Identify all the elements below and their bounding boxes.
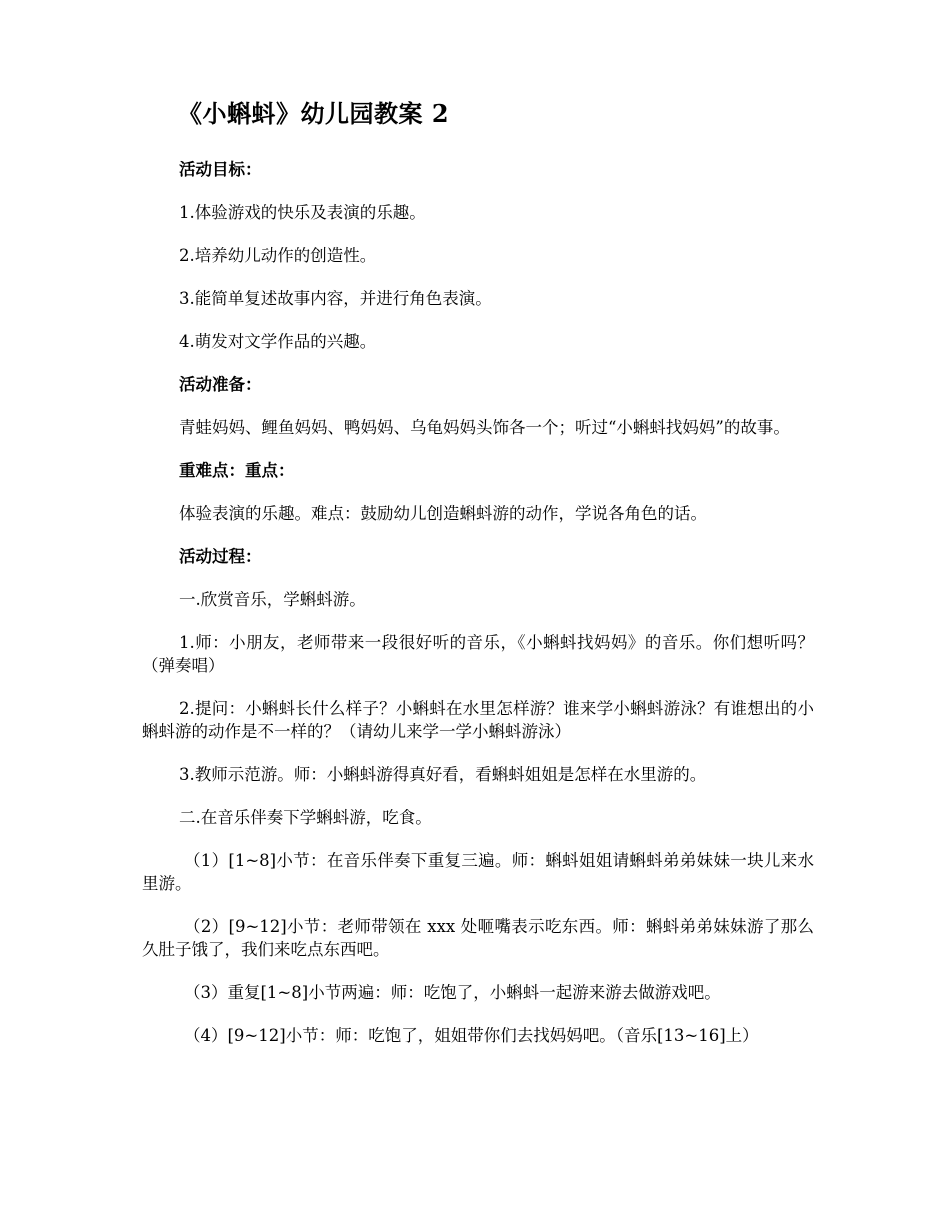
paragraph: 1.师：小朋友，老师带来一段很好听的音乐，《小蝌蚪找妈妈》的音乐。你们想听吗？（弹奏唱） xyxy=(142,633,814,675)
paragraph: （1）[1~8]小节：在音乐伴奏下重复三遍。师：蝌蚪姐姐请蝌蚪弟弟妹妹一块儿来水里游。 xyxy=(142,851,814,893)
paragraph: 2.提问：小蝌蚪长什么样子？小蝌蚪在水里怎样游？谁来学小蝌蚪游泳？有谁想出的小蝌蚪游的动作是不一样的？（请幼儿来学一学小蝌蚪游泳） xyxy=(142,699,814,741)
paragraph: 二.在音乐伴奏下学蝌蚪游，吃食。 xyxy=(179,808,432,827)
paragraph: 3.教师示范游。师：小蝌蚪游得真好看，看蝌蚪姐姐是怎样在水里游的。 xyxy=(179,765,707,784)
paragraph: （3）重复[1~8]小节两遍：师：吃饱了，小蝌蚪一起游来游去做游戏吧。 xyxy=(184,983,721,1002)
paragraph: 2.培养幼儿动作的创造性。 xyxy=(179,246,377,265)
paragraph: 一.欣赏音乐，学蝌蚪游。 xyxy=(179,590,366,609)
section-heading: 活动过程： xyxy=(179,547,262,566)
section-heading: 活动目标： xyxy=(179,160,262,179)
paragraph: 1.体验游戏的快乐及表演的乐趣。 xyxy=(179,203,426,222)
paragraph: 青蛙妈妈、鲤鱼妈妈、鸭妈妈、乌龟妈妈头饰各一个；听过“小蝌蚪找妈妈”的故事。 xyxy=(179,418,790,437)
section-heading: 活动准备： xyxy=(179,375,262,394)
document-body xyxy=(142,158,814,1067)
paragraph: （4）[9~12]小节：师：吃饱了，姐姐带你们去找妈妈吧。（音乐[13~16]上） xyxy=(184,1026,759,1045)
paragraph: 体验表演的乐趣。难点：鼓励幼儿创造蝌蚪游的动作，学说各角色的话。 xyxy=(179,504,707,523)
document-title: 《小蝌蚪》幼儿园教案 2 xyxy=(178,99,450,128)
paragraph: 4.萌发对文学作品的兴趣。 xyxy=(179,332,377,351)
paragraph: 3.能简单复述故事内容，并进行角色表演。 xyxy=(179,289,492,308)
section-heading: 重难点：重点： xyxy=(179,461,295,480)
paragraph: （2）[9~12]小节：老师带领在 xxx 处咂嘴表示吃东西。师：蝌蚪弟弟妹妹游了那么久肚子饿了，我们来吃点东西吧。 xyxy=(142,917,814,959)
